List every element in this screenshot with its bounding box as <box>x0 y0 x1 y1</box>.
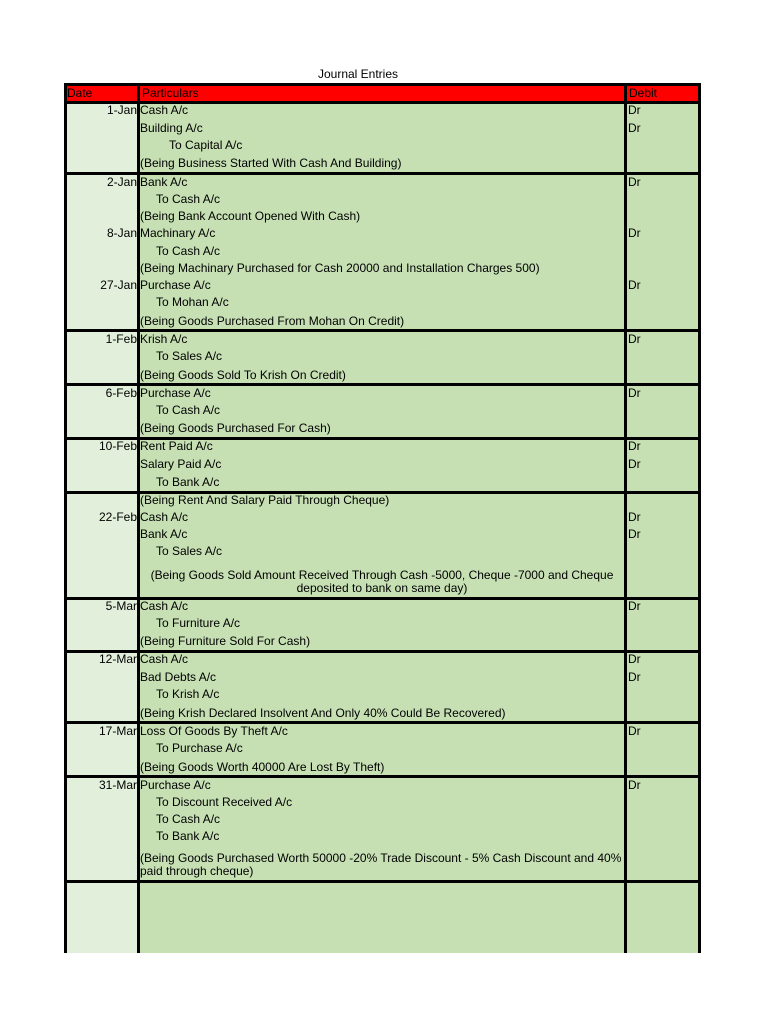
table-row <box>64 598 701 615</box>
table-row <box>64 225 701 242</box>
entry-contra-account: To Sales A/c <box>156 544 223 558</box>
entry-account: Purchase A/c <box>140 278 211 292</box>
table-row <box>64 155 701 172</box>
entry-narration: (Being Krish Declared Insolvent And Only 40% Could Be Recovered) <box>140 706 506 720</box>
entry-narration: (Being Goods Sold Amount Received Through Cash -5000, Cheque -7000 and Cheque deposited to bank on same day) <box>150 568 614 595</box>
table-row <box>64 102 701 119</box>
table-row <box>64 367 701 384</box>
entry-debit-marker: Dr <box>628 278 641 292</box>
entry-contra-account: To Cash A/c <box>156 244 221 258</box>
journal-table <box>64 83 701 953</box>
table-row <box>64 456 701 473</box>
entry-account: Purchase A/c <box>140 778 211 792</box>
entry-date: 1-Feb <box>105 332 137 346</box>
table-row <box>64 385 701 402</box>
table-row <box>64 723 701 740</box>
entry-date: 12-Mar <box>98 652 137 666</box>
table-row <box>64 759 701 776</box>
table-row <box>64 313 701 330</box>
entry-account: Purchase A/c <box>140 386 211 400</box>
entry-debit-marker: Dr <box>628 527 641 541</box>
table-row <box>64 402 701 419</box>
entry-debit-marker: Dr <box>628 332 641 346</box>
entry-date: 5-Mar <box>105 599 137 613</box>
table-row <box>64 543 701 560</box>
entry-contra-account: To Krish A/c <box>156 687 220 701</box>
entry-account: Bank A/c <box>140 175 188 189</box>
entry-contra-account: To Cash A/c <box>156 403 221 417</box>
entry-date: 22-Feb <box>98 510 137 524</box>
table-row <box>64 260 701 277</box>
rule-top <box>64 83 701 86</box>
table-row <box>64 633 701 650</box>
entry-contra-account: To Discount Received A/c <box>156 795 293 809</box>
entry-contra-account: To Capital A/c <box>169 138 243 152</box>
entry-date: 1-Jan <box>106 103 137 117</box>
table-row <box>64 331 701 348</box>
entry-narration: (Being Goods Purchased From Mohan On Credit) <box>140 314 405 328</box>
header-particulars: Particulars <box>142 86 199 100</box>
entry-narration: (Being Machinary Purchased for Cash 20000 and Installation Charges 500) <box>140 261 540 275</box>
table-row <box>64 669 701 686</box>
entry-debit-marker: Dr <box>628 670 641 684</box>
table-row <box>64 492 701 509</box>
header-date: Date <box>67 86 93 100</box>
entry-debit-marker: Dr <box>628 778 641 792</box>
entry-contra-account: To Furniture A/c <box>156 616 241 630</box>
entry-account: Loss Of Goods By Theft A/c <box>140 724 288 738</box>
entry-account: Bank A/c <box>140 527 188 541</box>
entry-contra-account: To Bank A/c <box>156 475 220 489</box>
entry-account: Machinary A/c <box>140 226 216 240</box>
entry-date: 6-Feb <box>105 386 137 400</box>
table-row <box>64 120 701 137</box>
entry-narration: (Being Goods Purchased Worth 50000 -20% Trade Discount - 5% Cash Discount and 40% paid through cheque) <box>140 851 622 878</box>
table-row <box>64 137 701 154</box>
entry-account: Cash A/c <box>140 599 189 613</box>
entry-debit-marker: Dr <box>628 510 641 524</box>
table-row <box>64 191 701 208</box>
entry-date: 31-Mar <box>98 778 137 792</box>
entry-account: Rent Paid A/c <box>140 439 213 453</box>
entry-debit-marker: Dr <box>628 439 641 453</box>
table-row <box>64 277 701 294</box>
table-row <box>64 705 701 722</box>
table-row <box>64 438 701 455</box>
entry-debit-marker: Dr <box>628 386 641 400</box>
entry-account: Cash A/c <box>140 103 189 117</box>
entry-contra-account: To Purchase A/c <box>156 741 243 755</box>
header-debit: Debit <box>629 86 658 100</box>
table-row <box>64 420 701 437</box>
entry-contra-account: To Mohan A/c <box>156 295 229 309</box>
entry-debit-marker: Dr <box>628 175 641 189</box>
entry-account: Bad Debts A/c <box>140 670 217 684</box>
entry-contra-account: To Cash A/c <box>156 192 221 206</box>
entry-debit-marker: Dr <box>628 226 641 240</box>
rule-entry <box>64 880 701 883</box>
entry-narration: (Being Bank Account Opened With Cash) <box>140 209 361 223</box>
entry-debit-marker: Dr <box>628 652 641 666</box>
entry-contra-account: To Cash A/c <box>156 812 221 826</box>
table-row <box>64 474 701 491</box>
table-row <box>64 828 701 845</box>
entry-debit-marker: Dr <box>628 599 641 613</box>
entry-narration: (Being Goods Sold To Krish On Credit) <box>140 368 346 382</box>
entry-date: 27-Jan <box>100 278 137 292</box>
table-row <box>64 811 701 828</box>
table-row <box>64 740 701 757</box>
table-row <box>64 651 701 668</box>
entry-account: Cash A/c <box>140 652 189 666</box>
entry-narration: (Being Furniture Sold For Cash) <box>140 634 311 648</box>
table-row <box>64 777 701 794</box>
entry-narration: (Being Rent And Salary Paid Through Cheque) <box>140 493 390 507</box>
entry-date: 2-Jan <box>106 175 137 189</box>
entry-account: Building A/c <box>140 121 203 135</box>
entry-debit-marker: Dr <box>628 103 641 117</box>
table-row <box>64 243 701 260</box>
entry-debit-marker: Dr <box>628 457 641 471</box>
entry-contra-account: To Sales A/c <box>156 349 223 363</box>
table-row <box>64 686 701 703</box>
entry-debit-marker: Dr <box>628 121 641 135</box>
entry-date: 8-Jan <box>106 226 137 240</box>
table-row <box>64 794 701 811</box>
entry-date: 10-Feb <box>98 439 137 453</box>
entry-account: Cash A/c <box>140 510 189 524</box>
table-row <box>64 294 701 311</box>
entry-narration: (Being Business Started With Cash And Building) <box>140 156 402 170</box>
table-row <box>64 526 701 543</box>
entry-narration: (Being Goods Worth 40000 Are Lost By Theft) <box>140 760 385 774</box>
entry-contra-account: To Bank A/c <box>156 829 220 843</box>
table-row <box>64 174 701 191</box>
entry-account: Salary Paid A/c <box>140 457 222 471</box>
page-title: Journal Entries <box>317 67 399 81</box>
table-row <box>64 509 701 526</box>
entry-narration: (Being Goods Purchased For Cash) <box>140 421 331 435</box>
entry-debit-marker: Dr <box>628 724 641 738</box>
entry-account: Krish A/c <box>140 332 188 346</box>
entry-date: 17-Mar <box>98 724 137 738</box>
table-row <box>64 208 701 225</box>
table-row <box>64 348 701 365</box>
table-row <box>64 615 701 632</box>
